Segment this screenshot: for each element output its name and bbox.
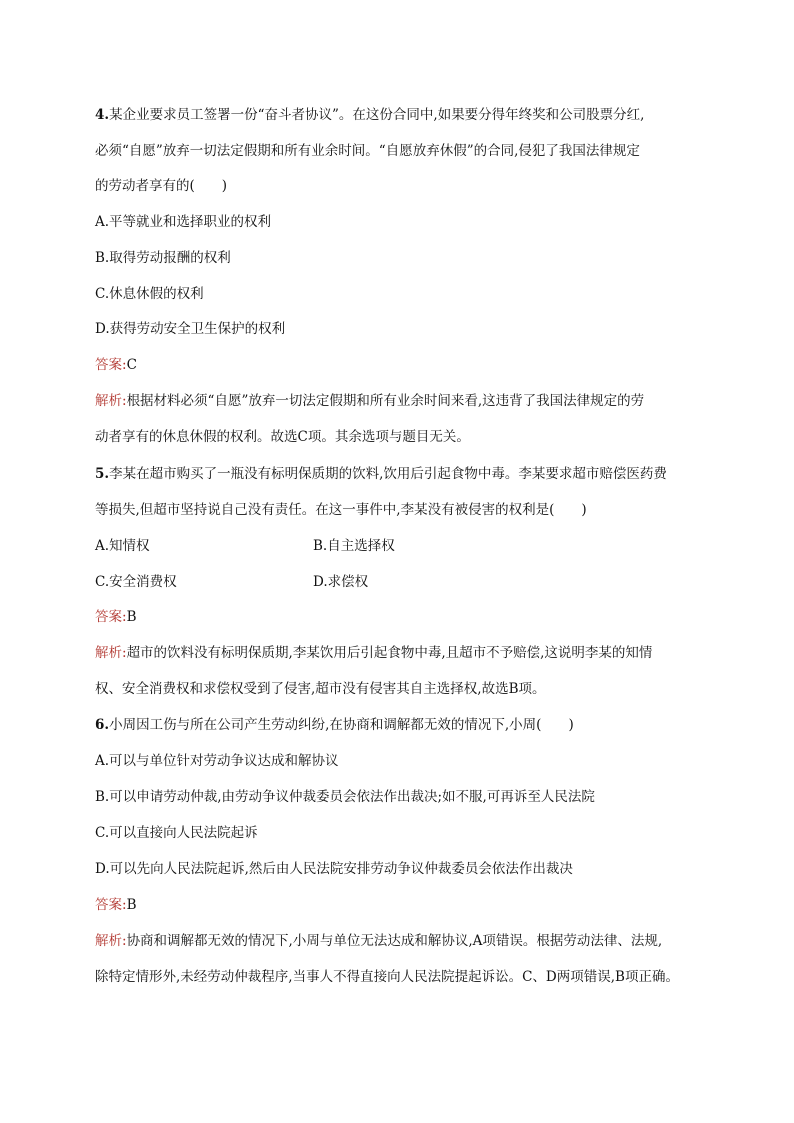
q4-option-b: B.取得劳动报酬的权利: [95, 250, 231, 266]
q5-option-d: D.求偿权: [313, 574, 369, 590]
q5-analysis-line-1: 解析:超市的饮料没有标明保质期,李某饮用后引起食物中毒,且超市不予赔偿,这说明李某的知情: [95, 645, 653, 661]
answer-label: 答案:: [95, 609, 127, 625]
q6-option-b: B.可以申请劳动仲裁,由劳动争议仲裁委员会依法作出裁决;如不服,可再诉至人民法院: [95, 789, 595, 805]
q6-option-a: A.可以与单位针对劳动争议达成和解协议: [95, 753, 339, 769]
answer-value: B: [126, 609, 137, 625]
q4-stem-line-3: 的劳动者享有的( ): [95, 178, 228, 194]
q6-analysis-line-1: 解析:协商和调解都无效的情况下,小周与单位无法达成和解协议,A项错误。根据劳动法律、法规,: [95, 933, 663, 949]
q5-answer: [95, 608, 136, 626]
analysis-label: 解析:: [95, 933, 127, 949]
q4-analysis-line-2: 动者享有的休息休假的权利。故选C项。其余选项与题目无关。: [95, 429, 470, 445]
q4-answer: [95, 356, 137, 374]
analysis-label: 解析:: [95, 645, 127, 661]
q4-stem-line-2: 必须“自愿”放弃一切法定假期和所有业余时间。“自愿放弃休假”的合同,侵犯了我国法律规定: [95, 143, 640, 159]
q5-stem-line-2: 等损失,但超市坚持说自己没有责任。在这一事件中,李某没有被侵害的权利是( ): [95, 502, 587, 518]
q6-stem-line-1: 6.小周因工伤与所在公司产生劳动纠纷,在协商和调解都无效的情况下,小周( ): [95, 717, 574, 733]
q4-option-d: D.获得劳动安全卫生保护的权利: [95, 321, 286, 337]
q5-option-c: C.安全消费权: [95, 574, 177, 590]
q5-options-row-2: [95, 573, 369, 591]
q6-option-d: D.可以先向人民法院起诉,然后由人民法院安排劳动争议仲裁委员会依法作出裁决: [95, 861, 573, 877]
q4-analysis-line-1: 解析:根据材料必须“自愿”放弃一切法定假期和所有业余时间来看,这违背了我国法律规定的劳: [95, 393, 645, 409]
q6-analysis-line-2: 除特定情形外,未经劳动仲裁程序,当事人不得直接向人民法院提起诉讼。C、D两项错误,B项正确。: [95, 969, 679, 985]
q5-analysis-line-2: 权、安全消费权和求偿权受到了侵害,超市没有侵害其自主选择权,故选B项。: [95, 681, 546, 697]
q6-answer: [95, 896, 136, 914]
q4-stem-line-1: 4.某企业要求员工签署一份“奋斗者协议”。在这份合同中,如果要分得年终奖和公司股票分红,: [95, 107, 645, 123]
q5-stem-line-1: 5.李某在超市购买了一瓶没有标明保质期的饮料,饮用后引起食物中毒。李某要求超市赔偿医药费: [95, 466, 667, 482]
q4-option-a: A.平等就业和选择职业的权利: [95, 214, 272, 230]
answer-label: 答案:: [95, 897, 127, 913]
q5-options-row-1: [95, 537, 395, 555]
q4-option-c: C.休息休假的权利: [95, 286, 204, 302]
q5-option-a: A.知情权: [95, 538, 150, 554]
answer-label: 答案:: [95, 357, 127, 373]
answer-value: C: [126, 357, 137, 373]
q5-number: 5.: [95, 466, 110, 482]
q6-number: 6.: [95, 717, 110, 733]
answer-value: B: [126, 897, 137, 913]
q5-option-b: B.自主选择权: [313, 538, 395, 554]
analysis-label: 解析:: [95, 393, 127, 409]
q6-option-c: C.可以直接向人民法院起诉: [95, 825, 258, 841]
q4-number: 4.: [95, 107, 110, 123]
